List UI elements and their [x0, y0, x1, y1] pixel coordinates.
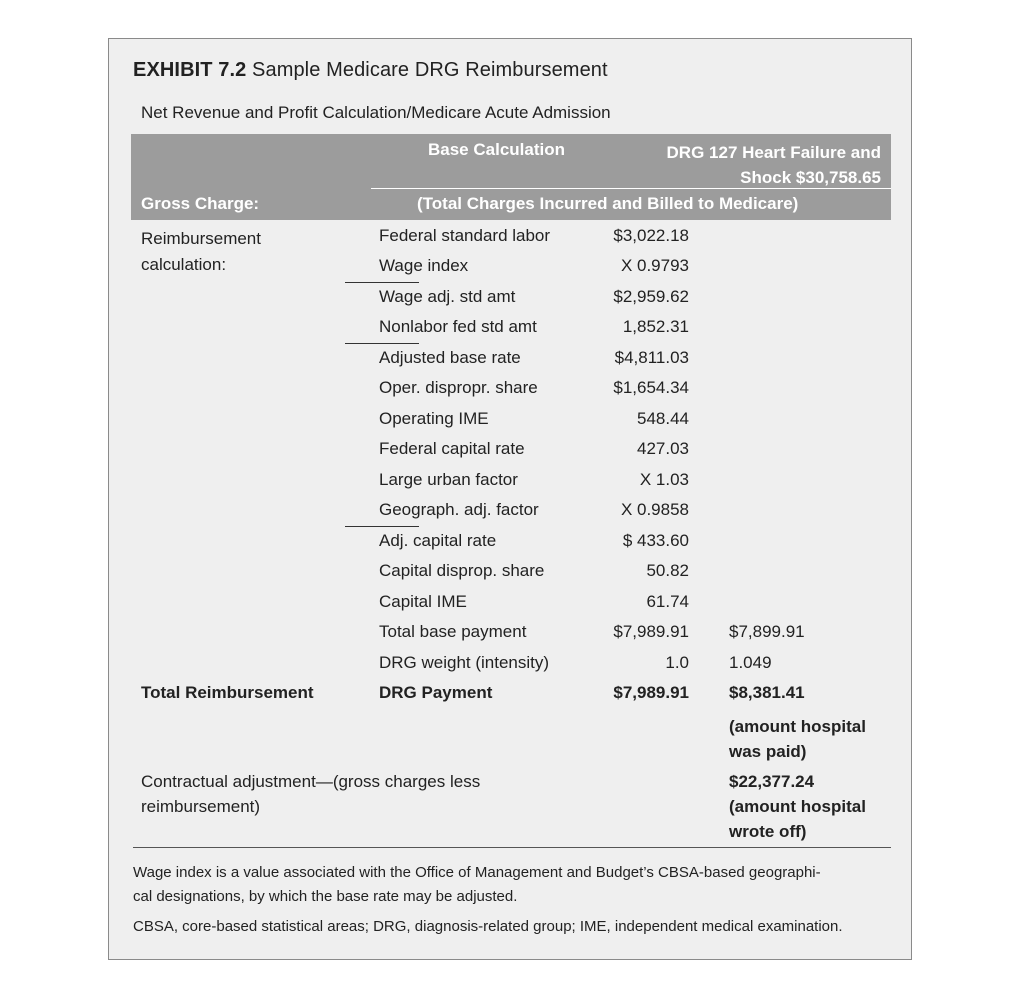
row-label: DRG Payment	[379, 683, 493, 702]
footnote-wage-index	[133, 861, 893, 909]
write-off-amount: $22,377.24	[729, 772, 815, 791]
reimbursement-label-line2: calculation:	[141, 255, 227, 274]
amount-paid-line1: (amount hospital	[729, 717, 866, 736]
row-value: $ 433.60	[622, 531, 689, 550]
header-drg-line2: Shock $30,758.65	[740, 168, 881, 187]
row-value: X 1.03	[639, 470, 689, 489]
row-label: Large urban factor	[379, 470, 518, 489]
header-drg-line1: DRG 127 Heart Failure and	[666, 143, 881, 162]
row-value-2: 1.049	[729, 653, 772, 672]
row-value-2: $8,381.41	[729, 683, 805, 702]
contractual-line2: reimbursement)	[141, 797, 261, 816]
reimbursement-label-line1: Reimbursement	[141, 229, 261, 248]
table-header	[131, 134, 891, 220]
row-label: Adj. capital rate	[379, 531, 497, 550]
write-off-line2: wrote off)	[729, 822, 807, 841]
header-gross-charge: Gross Charge:	[141, 194, 260, 213]
row-label: Total base payment	[379, 622, 527, 641]
row-label: Capital disprop. share	[379, 561, 545, 580]
row-value: X 0.9858	[620, 500, 689, 519]
row-label: Geograph. adj. factor	[379, 500, 539, 519]
contractual-line1: Contractual adjustment—(gross charges less	[141, 772, 481, 791]
row-value: $2,959.62	[613, 287, 689, 306]
row-value: $4,811.03	[614, 348, 689, 367]
amount-paid-line2: was paid)	[729, 742, 807, 761]
amount-paid-note	[729, 714, 866, 764]
exhibit-title	[133, 59, 608, 82]
row-label: Federal standard labor	[379, 226, 551, 245]
write-off-note	[729, 769, 866, 844]
row-value: $1,654.34	[613, 378, 689, 397]
row-value-2: $7,899.91	[729, 622, 805, 641]
row-label: DRG weight (intensity)	[379, 653, 550, 672]
row-label: Adjusted base rate	[379, 348, 521, 367]
row-value: 1.0	[665, 653, 689, 672]
exhibit-box	[108, 38, 912, 960]
row-value: $3,022.18	[613, 226, 689, 245]
row-label: Wage index	[379, 256, 469, 275]
total-reimbursement-label: Total Reimbursement	[141, 683, 314, 702]
exhibit-number: EXHIBIT 7.2	[133, 59, 247, 81]
header-drg	[667, 140, 881, 190]
row-label: Nonlabor fed std amt	[379, 317, 537, 336]
row-value: 61.74	[646, 592, 689, 611]
row-value: $7,989.91	[613, 683, 689, 702]
row-value: 1,852.31	[622, 317, 689, 336]
row-label: Oper. dispropr. share	[379, 378, 538, 397]
row-label: Wage adj. std amt	[379, 287, 516, 306]
reimbursement-calculation-label	[141, 226, 261, 278]
subtotal-rule	[345, 282, 419, 283]
row-value: X 0.9793	[620, 256, 689, 275]
write-off-line1: (amount hospital	[729, 797, 866, 816]
row-label: Operating IME	[379, 409, 489, 428]
row-value: 548.44	[637, 409, 689, 428]
footnote-wage-line1: Wage index is a value associated with the Office of Management and Budget’s CBSA-based geographi-	[133, 864, 821, 881]
table-bottom-rule	[133, 847, 891, 848]
contractual-adjustment-label	[141, 769, 480, 819]
row-value: 50.82	[646, 561, 689, 580]
exhibit-title-text: Sample Medicare DRG Reimbursement	[252, 59, 608, 81]
row-value: $7,989.91	[613, 622, 689, 641]
subtotal-rule	[345, 343, 419, 344]
footnote-abbreviations: CBSA, core-based statistical areas; DRG, diagnosis-related group; IME, independent medical examination.	[133, 918, 843, 935]
row-label: Capital IME	[379, 592, 467, 611]
footnote-wage-line2: cal designations, by which the base rate may be adjusted.	[133, 888, 518, 905]
row-value: 427.03	[637, 439, 689, 458]
row-label: Federal capital rate	[379, 439, 525, 458]
exhibit-subtitle: Net Revenue and Profit Calculation/Medicare Acute Admission	[141, 103, 611, 122]
header-base-calculation: Base Calculation	[428, 140, 565, 159]
header-total-charges: (Total Charges Incurred and Billed to Medicare)	[417, 194, 799, 213]
subtotal-rule	[345, 526, 419, 527]
